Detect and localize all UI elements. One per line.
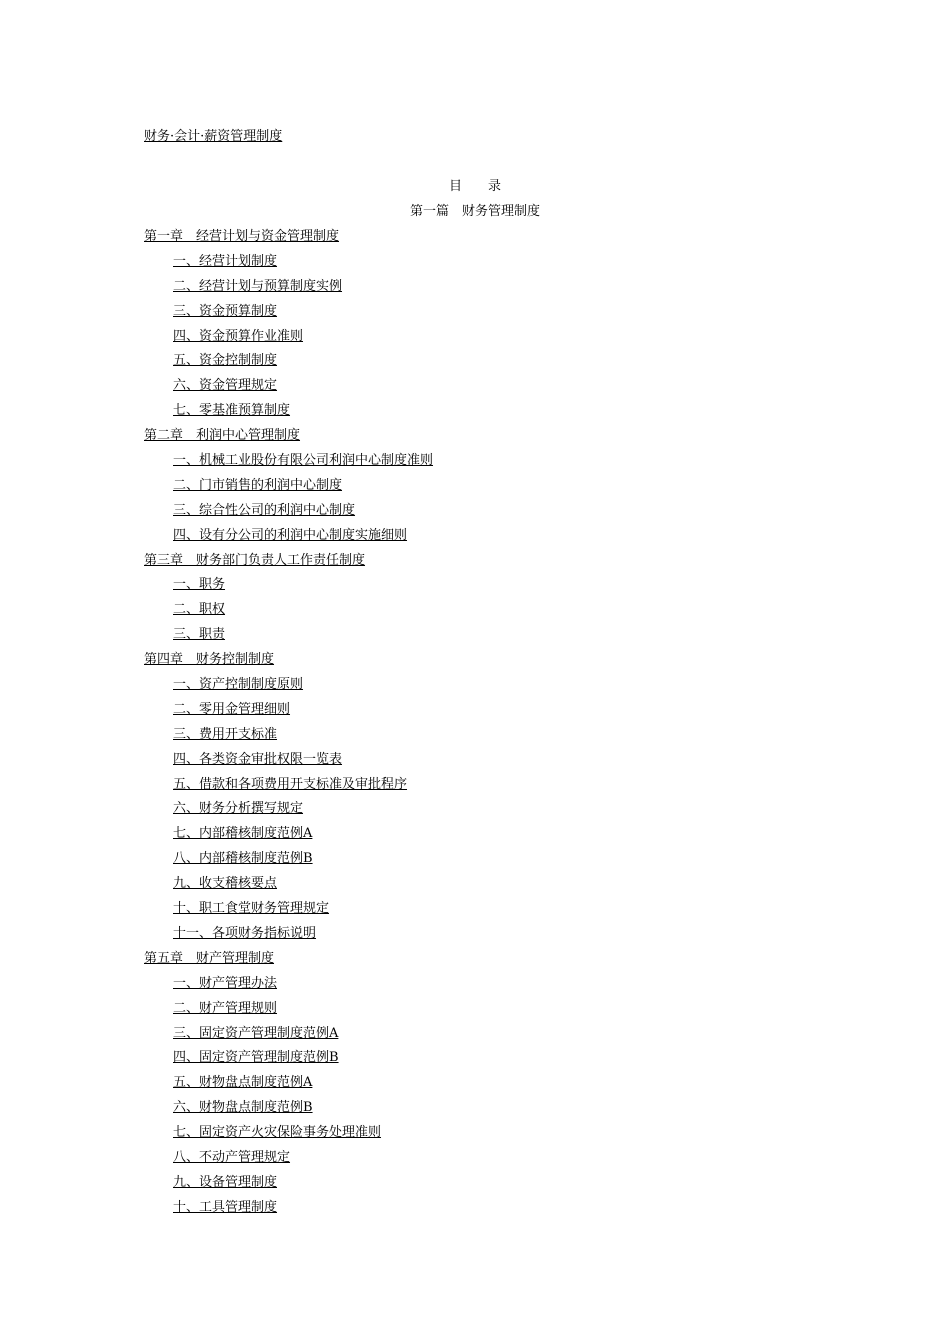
toc-section-link[interactable]: 二、职权 bbox=[173, 602, 226, 618]
toc-section-link[interactable]: 六、资金管理规定 bbox=[173, 378, 278, 394]
toc-section-entry bbox=[144, 825, 844, 850]
toc-section-link[interactable]: 十、职工食堂财务管理规定 bbox=[173, 901, 330, 917]
toc-section-link[interactable]: 七、固定资产火灾保险事务处理准则 bbox=[173, 1125, 382, 1141]
toc-section-entry bbox=[144, 502, 844, 527]
toc-section-link[interactable]: 三、费用开支标准 bbox=[173, 726, 278, 742]
toc-section-link[interactable]: 五、财物盘点制度范例A bbox=[173, 1075, 313, 1091]
toc-section-link[interactable]: 四、资金预算作业准则 bbox=[173, 328, 304, 344]
toc-section-entry bbox=[144, 1124, 844, 1149]
toc-chapter-entry bbox=[144, 552, 844, 577]
toc-section-entry bbox=[144, 626, 844, 651]
toc-section-entry bbox=[144, 726, 844, 751]
toc-section-entry bbox=[144, 800, 844, 825]
toc-chapter-entry bbox=[144, 427, 844, 452]
toc-section-entry bbox=[144, 328, 844, 353]
toc-section-link[interactable]: 二、经营计划与预算制度实例 bbox=[173, 278, 343, 294]
toc-section-link[interactable]: 三、综合性公司的利润中心制度 bbox=[173, 502, 356, 518]
toc-section-entry bbox=[144, 1025, 844, 1050]
toc-section-link[interactable]: 二、门市销售的利润中心制度 bbox=[173, 477, 343, 493]
toc-section-link[interactable]: 八、内部稽核制度范例B bbox=[173, 851, 313, 867]
toc-chapter-link[interactable]: 第三章 财务部门负责人工作责任制度 bbox=[144, 552, 366, 568]
toc-section-link[interactable]: 八、不动产管理规定 bbox=[173, 1149, 291, 1165]
toc-section-entry bbox=[144, 1199, 844, 1224]
toc-section-entry bbox=[144, 850, 844, 875]
toc-section-entry bbox=[144, 452, 844, 477]
toc-section-link[interactable]: 五、借款和各项费用开支标准及审批程序 bbox=[173, 776, 408, 792]
toc-section-entry bbox=[144, 352, 844, 377]
toc-section-link[interactable]: 一、财产管理办法 bbox=[173, 975, 278, 991]
toc-chapter-link[interactable]: 第四章 财务控制制度 bbox=[144, 652, 275, 668]
toc-heading: 目 录 bbox=[448, 179, 501, 194]
toc-chapter-link[interactable]: 第二章 利润中心管理制度 bbox=[144, 428, 301, 444]
toc-section-entry bbox=[144, 1049, 844, 1074]
toc-section-link[interactable]: 五、资金控制制度 bbox=[173, 353, 278, 369]
toc-section-entry bbox=[144, 900, 844, 925]
toc-section-entry bbox=[144, 1149, 844, 1174]
toc-chapter-link[interactable]: 第一章 经营计划与资金管理制度 bbox=[144, 229, 340, 244]
toc-section-entry bbox=[144, 601, 844, 626]
toc-section-entry bbox=[144, 975, 844, 1000]
toc-section-link[interactable]: 一、资产控制制度原则 bbox=[173, 677, 304, 693]
toc-section-link[interactable]: 六、财物盘点制度范例B bbox=[173, 1100, 313, 1116]
toc-section-entry bbox=[144, 1099, 844, 1124]
toc-section-link[interactable]: 九、设备管理制度 bbox=[173, 1174, 278, 1190]
toc-section-entry bbox=[144, 278, 844, 303]
toc-section-link[interactable]: 一、职务 bbox=[173, 577, 226, 593]
toc-section-entry bbox=[144, 776, 844, 801]
toc-section-link[interactable]: 二、零用金管理细则 bbox=[173, 701, 291, 717]
toc-section-entry bbox=[144, 402, 844, 427]
toc-section-entry bbox=[144, 701, 844, 726]
toc-section-link[interactable]: 九、收支稽核要点 bbox=[173, 876, 278, 892]
toc-section-entry bbox=[144, 751, 844, 776]
toc-section-link[interactable]: 十一、各项财务指标说明 bbox=[173, 925, 317, 941]
toc-section-link[interactable]: 七、内部稽核制度范例A bbox=[173, 826, 313, 842]
toc-section-link[interactable]: 六、财务分析撰写规定 bbox=[173, 801, 304, 817]
toc-section-link[interactable]: 三、职责 bbox=[173, 627, 226, 643]
toc-section-link[interactable]: 四、各类资金审批权限一览表 bbox=[173, 751, 343, 767]
part-title: 第一篇 财务管理制度 bbox=[409, 204, 540, 219]
toc-section-link[interactable]: 七、零基准预算制度 bbox=[173, 403, 291, 419]
toc-section-link[interactable]: 二、财产管理规则 bbox=[173, 1000, 278, 1016]
toc-chapter-entry bbox=[144, 651, 844, 676]
toc-section-entry bbox=[144, 1174, 844, 1199]
table-of-contents bbox=[144, 228, 844, 1224]
toc-section-entry bbox=[144, 377, 844, 402]
toc-chapter-entry bbox=[144, 950, 844, 975]
toc-section-entry bbox=[144, 875, 844, 900]
toc-section-entry bbox=[144, 576, 844, 601]
document-title: 财务·会计·薪资管理制度 bbox=[144, 129, 283, 144]
toc-section-entry bbox=[144, 477, 844, 502]
toc-chapter-link[interactable]: 第五章 财产管理制度 bbox=[144, 950, 275, 966]
toc-section-entry bbox=[144, 925, 844, 950]
toc-section-link[interactable]: 四、设有分公司的利润中心制度实施细则 bbox=[173, 527, 408, 543]
toc-section-link[interactable]: 一、经营计划制度 bbox=[173, 253, 278, 269]
toc-section-entry bbox=[144, 1074, 844, 1099]
toc-section-entry bbox=[144, 676, 844, 701]
toc-section-link[interactable]: 十、工具管理制度 bbox=[173, 1199, 278, 1215]
toc-section-link[interactable]: 四、固定资产管理制度范例B bbox=[173, 1050, 339, 1066]
toc-section-link[interactable]: 三、固定资产管理制度范例A bbox=[173, 1025, 339, 1041]
toc-section-entry bbox=[144, 527, 844, 552]
toc-section-link[interactable]: 一、机械工业股份有限公司利润中心制度准则 bbox=[173, 453, 434, 469]
toc-section-entry bbox=[144, 303, 844, 328]
toc-section-link[interactable]: 三、资金预算制度 bbox=[173, 303, 278, 319]
toc-section-entry bbox=[144, 1000, 844, 1025]
toc-chapter-entry bbox=[144, 228, 844, 253]
toc-section-entry bbox=[144, 253, 844, 278]
